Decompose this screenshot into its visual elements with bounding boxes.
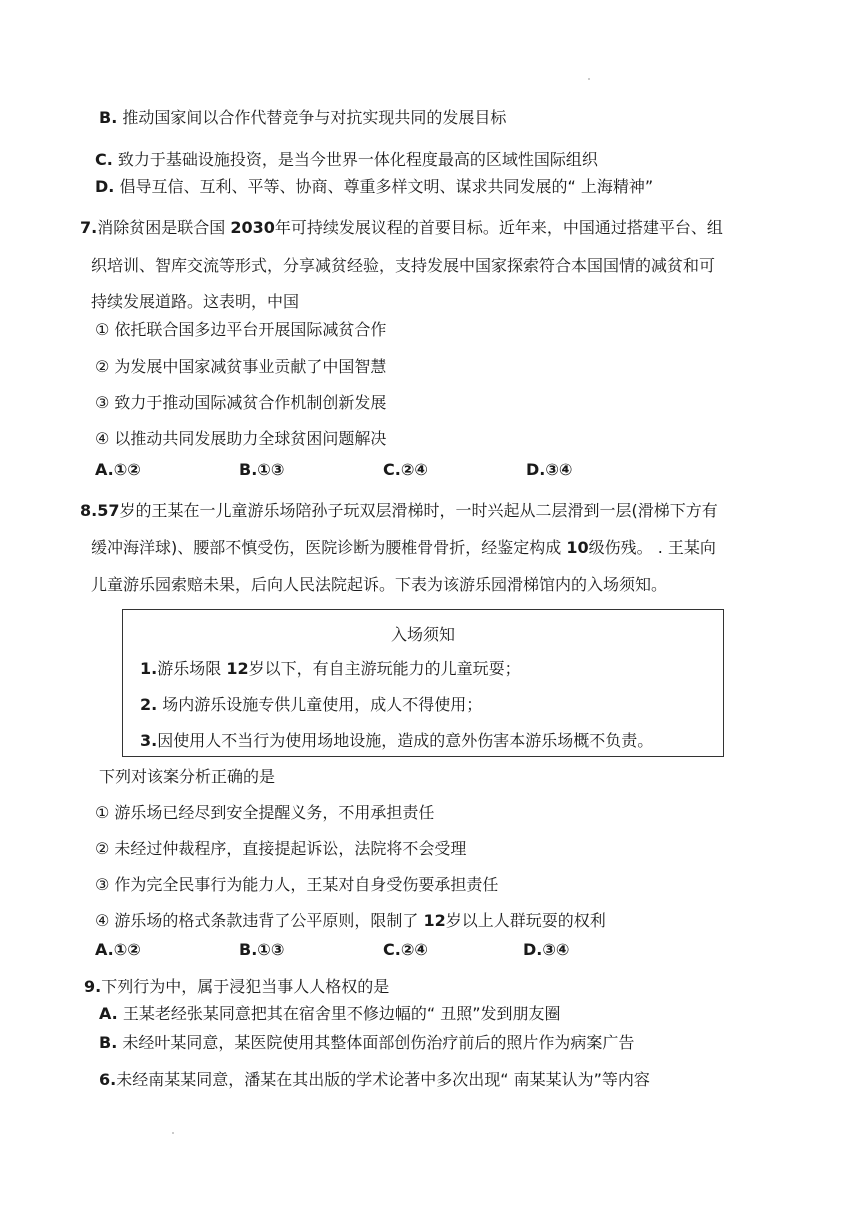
option-text: 未经南某某同意，潘某在其出版的学术论著中多次出现“ 南某某认为”等内容 (116, 1070, 650, 1089)
q7-stem-line-3: 持续发展道路。这表明，中国 (91, 292, 300, 311)
q8-item-3: ③ 作为完全民事行为能力人，王某对自身受伤要承担责任 (95, 875, 499, 894)
item-number: 12 (423, 911, 446, 930)
stem-text: 消除贫困是联合国 (97, 218, 231, 237)
rule-age: 12 (226, 659, 249, 678)
option-text: 倡导互信、互利、平等、协商、尊重多样文明、谋求共同发展的“ 上海精神” (119, 177, 654, 196)
stem-year: 2030 (230, 218, 275, 237)
q7-item-2: ② 为发展中国家减贫事业贡献了中国智慧 (95, 357, 387, 376)
stem-text: 级伤残。 . 王某向 (588, 538, 716, 557)
q8-choice-a: A.①② (95, 940, 141, 959)
q9-option-a (99, 1003, 561, 1025)
q8-stem-line-2 (91, 537, 716, 559)
option-text: 致力于基础设施投资，是当今世界一体化程度最高的区域性国际组织 (117, 150, 598, 169)
q9-option-b (99, 1032, 634, 1054)
rule-number: 3. (140, 731, 158, 750)
q8-choice-b: B.①③ (239, 940, 285, 959)
q8-item-2: ② 未经过仲裁程序，直接提起诉讼，法院将不会受理 (95, 839, 467, 858)
rule-text: 岁以下，有自主游玩能力的儿童玩耍； (248, 659, 521, 678)
option-label: A. (99, 1004, 118, 1023)
notice-rule-3 (140, 730, 653, 752)
q8-item-4 (95, 910, 606, 932)
q6-option-d (95, 176, 653, 198)
q8-stem-line-3: 儿童游乐园索赔未果，后向人民法院起诉。下表为该游乐园滑梯馆内的入场须知。 (91, 575, 668, 594)
option-label: C. (95, 150, 113, 169)
q7-choice-c: C.②④ (383, 460, 428, 479)
question-number: 9. (84, 977, 102, 996)
q8-item-1: ① 游乐场已经尽到安全提醒义务，不用承担责任 (95, 803, 435, 822)
entry-notice-box (122, 609, 724, 757)
speck-top (588, 78, 590, 80)
stem-text: 年可持续发展议程的首要目标。近年来，中国通过搭建平台、组 (274, 218, 723, 237)
option-label: D. (95, 177, 115, 196)
stem-number: 10 (566, 538, 589, 557)
stem-text: 下列行为中，属于浸犯当事人人格权的是 (101, 977, 390, 996)
option-label: B. (99, 108, 118, 127)
q8-stem-line-1 (80, 500, 718, 522)
stem-text: 岁的王某在一儿童游乐场陪孙子玩双层滑梯时，一时兴起从二层滑到一层( (119, 501, 638, 520)
q7-choice-d: D.③④ (526, 460, 573, 479)
q7-item-4: ④ 以推动共同发展助力全球贫困问题解决 (95, 429, 387, 448)
item-text: ④ 游乐场的格式条款违背了公平原则，限制了 (95, 911, 424, 930)
notice-title: 入场须知 (390, 625, 455, 644)
q6-option-c (95, 149, 598, 171)
option-text: 推动国家间以合作代替竞争与对抗实现共同的发展目标 (122, 108, 507, 127)
notice-rule-2 (140, 694, 482, 716)
rule-number: 1. (140, 659, 158, 678)
q8-choice-c: C.②④ (383, 940, 428, 959)
rule-text: 因使用人不当行为使用场地设施，造成的意外伤害本游乐场概不负责。 (157, 731, 654, 750)
q9-option-c (99, 1069, 650, 1091)
q8-choice-d: D.③④ (523, 940, 570, 959)
stem-text: 缓冲海洋球)、腰部不慎受伤，医院诊断为腰椎骨骨折，经鉴定构成 (91, 538, 567, 557)
q7-choice-a: A.①② (95, 460, 141, 479)
q8-prompt: 下列对该案分析正确的是 (99, 767, 276, 786)
q6-option-b (99, 107, 506, 129)
rule-text: 场内游乐设施专供儿童使用，成人不得使用； (157, 695, 483, 714)
option-text: 未经叶某同意，某医院使用其整体面部创伤治疗前后的照片作为病案广告 (117, 1033, 635, 1052)
question-number: 7. (80, 218, 98, 237)
rule-number: 2. (140, 695, 158, 714)
question-number: 8.57 (80, 501, 120, 520)
q7-item-1: ① 依托联合国多边平台开展国际减贫合作 (95, 320, 387, 339)
q7-choice-b: B.①③ (239, 460, 285, 479)
q7-stem-line-1 (80, 217, 723, 239)
option-text: 王某老经张某同意把其在宿舍里不修边幅的“ 丑照”发到朋友圈 (117, 1004, 561, 1023)
rule-text: 游乐场限 (157, 659, 227, 678)
q7-item-3: ③ 致力于推动国际减贫合作机制创新发展 (95, 393, 387, 412)
option-label: 6. (99, 1070, 117, 1089)
stem-text: 滑梯下方有 (637, 501, 718, 520)
option-label: B. (99, 1033, 118, 1052)
notice-rule-1 (140, 658, 521, 680)
q9-stem (84, 976, 389, 998)
item-text: 岁以上人群玩耍的权利 (445, 911, 606, 930)
q7-stem-line-2: 织培训、智库交流等形式，分享减贫经验，支持发展中国家探索符合本国国情的减贫和可 (91, 256, 716, 275)
speck-bottom (172, 1132, 174, 1134)
